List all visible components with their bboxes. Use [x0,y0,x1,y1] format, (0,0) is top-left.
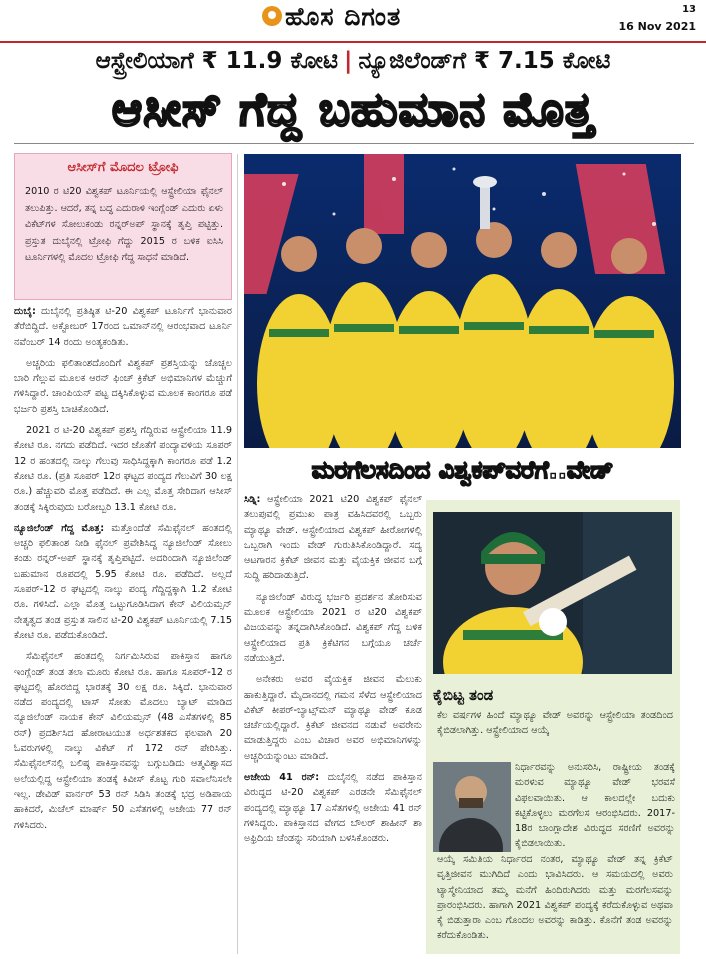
first-trophy-body: 2010 ರ ಟಿ20 ವಿಶ್ವಕಪ್ ಟೂರ್ನಿಯಲ್ಲಿ ಆಸ್ಟ್ರೇಲಿಯಾ ಫೈನಲ್ ತಲುಪಿತ್ತು. ಆದರೆ, ತನ್ನ ಬದ್ಧ ಎದುರಾಳಿ ಇಂಗ್ಲೆಂಡ್ ಎದುರು ಏಳು ವಿಕೆಟ್‌ಗಳ ಸೋಲುಕಂಡು ರನ್ನರ್‌ಅಪ್ ಸ್ಥಾನಕ್ಕೆ ತೃಪ್ತಿ ಪಟ್ಟಿತ್ತು. ಪ್ರಸ್ತುತ ದುಬೈನಲ್ಲಿ ಟ್ರೋಫಿ ಗೆದ್ದು 2015 ರ ಬಳಿಕ ಐಸಿಸಿ ಟೂರ್ನಿಗಳಲ್ಲಿ ಮೊದಲ ಟ್ರೋಫಿ ಗೆದ್ದ ಸಾಧನೆ ಮಾಡಿದೆ. [25,186,223,263]
issue-date: 16 Nov 2021 [618,20,696,33]
page-number: 13 [682,4,696,15]
wade-article [244,492,422,954]
column-divider [237,154,238,954]
first-trophy-box [14,153,232,300]
article-paragraph: ಅಜೇಯ 41 ರನ್: ದುಬೈನಲ್ಲಿ ನಡೆದ ಪಾಕಿಸ್ತಾನ ವಿರುದ್ಧದ ಟಿ-20 ವಿಶ್ವಕಪ್ ಎರಡನೇ ಸೆಮಿಫೈನಲ್ ಪಂದ್ಯದಲ್ಲಿ ಮ್ಯಾಥ್ಯೂ 17 ಎಸೆತಗಳಲ್ಲಿ ಅಜೇಯ 41 ರನ್ ಗಳಿಸಿದ್ದರು. ಪಾಕಿಸ್ತಾನದ ವೇಗದ ಬೌಲರ್ ಶಾಹೀನ್ ಶಾ ಅಫ್ರಿದಿಯ ಚೆಂಡನ್ನು ಸರಿಯಾಗಿ ಬಳಸಿಕೊಂಡರು. [244,772,422,845]
dateline: ದುಬೈ: [14,306,36,317]
masthead [0,0,706,40]
dropped-team-paragraph: ನಿರ್ಧಾರವನ್ನು ಅನುಸರಿಸಿ, ರಾಷ್ಟ್ರೀಯ ತಂಡಕ್ಕೆ ಮರಳುವ ಮ್ಯಾಥ್ಯೂ ವೇಡ್ ಭರವಸೆ ವಿಫಲವಾಯಿತು. ಆ ಕಾಲದಲ್ಲೇ ಬದುಕು ಕಟ್ಟಿಕೊಳ್ಳಲು ಮರಗೆಲಸ ಆರಂಭಿಸಿದರು. 2017-18ರ ಬಾಂಗ್ಲಾದೇಶ ವಿರುದ್ಧದ ಸರಣಿಗೆ ಅವರನ್ನು ಕೈಬಿಡಲಾಯಿತು. [515,762,675,850]
subhead-unbeaten-41: ಅಜೇಯ 41 ರನ್: [244,772,320,784]
article-paragraph: ನ್ಯೂಜಿಲೆಂಡ್ ಗೆದ್ದ ಮೊತ್ತ: ಮತ್ತೊಂದೆಡೆ ಸೆಮಿಫೈನಲ್ ಹಂತದಲ್ಲಿ ಅಚ್ಚರಿ ಫಲಿತಾಂಶ ನೀಡಿ ಫೈನಲ್ ಪ್ರವೇಶಿಸಿದ್ದ ನ್ಯೂಜಿಲೆಂಡ್ ಸೋಲು ಕಂಡು ರನ್ನರ್-ಅಪ್ ಸ್ಥಾನಕ್ಕೆ ತೃಪ್ತಿಪಟ್ಟಿದೆ. ಅದರಿಂದಾಗಿ ನ್ಯೂಜಿಲೆಂಡ್ ಬಹುಮಾನ ರೂಪದಲ್ಲಿ 5.95 ಕೋಟಿ ರೂ. ಪಡೆದಿದೆ. ಅಲ್ಲದೆ ಸೂಪರ್-12 ರ ಘಟ್ಟದಲ್ಲಿ ನಾಲ್ಕು ಪಂದ್ಯ ಗೆದ್ದಿದ್ದಕ್ಕಾಗಿ 1.2 ಕೋಟಿ ರೂ. ಗಳಿಸಿದೆ. ಎಲ್ಲಾ ಮೊತ್ತ ಒಟ್ಟುಗೂಡಿಸಿದಾಗ ಕೇನ್ ವಿಲಿಯಮ್ಸನ್ ನೇತೃತ್ವದ ತಂಡ ಪ್ರಸ್ತುತ ಸಾಲಿನ ಟಿ-20 ವಿಶ್ವಕಪ್ ಟೂರ್ನಿಯಲ್ಲಿ 7.15 ಕೋಟಿ ರೂ. ಪಡೆದುಕೊಂಡಿದೆ. [14,522,232,641]
team-celebration-photo [244,154,681,448]
logo-text: ಹೊಸ ದಿಗಂತ [285,2,402,31]
article-paragraph: 2021 ರ ಟಿ-20 ವಿಶ್ವಕಪ್ ಪ್ರಶಸ್ತಿ ಗೆದ್ದಿರುವ ಆಸ್ಟ್ರೇಲಿಯಾ 11.9 ಕೋಟಿ ರೂ. ನಗದು ಪಡೆದಿದೆ. ಇದರ ಜೊತೆಗೆ ಪಂದ್ಯಾವಳಿಯ ಸೂಪರ್ 12 ರ ಹಂತದಲ್ಲಿ ನಾಲ್ಕು ಗೆಲುವು ಸಾಧಿಸಿದ್ದಕ್ಕಾಗಿ ಕಾಂಗರೂ ಪಡೆ 1.2 ಕೋಟಿ ರೂ. (ಪ್ರತಿ ಸೂಪರ್ 12ರ ಘಟ್ಟದ ಪಂದ್ಯದ ಗೆಲುವಿಗೆ 30 ಲಕ್ಷ ರೂ.) ಹೆಚ್ಚುವರಿ ಮೊತ್ತ ಪಡೆದಿದೆ. ಈ ಎಲ್ಲ ಮೊತ್ತ ಸೇರಿದಾಗ ಆಸೀಸ್ ತಂಡಕ್ಕೆ ಸಿಕ್ಕಿರುವುದು ಬರೋಬ್ಬರಿ 13.1 ಕೋಟಿ ರೂ. [14,425,232,513]
main-article [14,304,232,954]
headline-divider [14,143,694,144]
article-paragraph: ಅನೇಕರು ಅವರ ವೈಯಕ್ತಿಕ ಜೀವನ ಮೆಲುಕು ಹಾಕುತ್ತಿದ್ದಾರೆ. ಮೈದಾನದಲ್ಲಿ ಗಮನ ಸೆಳೆದ ಆಸ್ಟ್ರೇಲಿಯಾದ ವಿಕೆಟ್ ಕೀಪರ್-ಬ್ಯಾಟ್ಸ್‌ಮನ್ ಮ್ಯಾಥ್ಯೂ ವೇಡ್ ಕೂಡ ಚರ್ಚೆಯಲ್ಲಿದ್ದಾರೆ. ಕ್ರಿಕೆಟ್ ಜೀವನದ ನಡುವೆ ಅವರೇನು ಮಾಡುತ್ತಿದ್ದರು ಎಂಬ ವಿಚಾರ ಅವರ ಅಭಿಮಾನಿಗಳನ್ನು ಅಚ್ಚರಿಯನ್ನುಂಟು ಮಾಡಿದೆ. [244,674,422,762]
wade-batting-photo [433,512,672,674]
article-paragraph: ದುಬೈ: ದುಬೈನಲ್ಲಿ ಪ್ರತಿಷ್ಠಿತ ಟಿ-20 ವಿಶ್ವಕಪ್ ಟೂರ್ನಿಗೆ ಭಾನುವಾರ ತೆರೆಬಿದ್ದಿದೆ. ಅಕ್ಟೋಬರ್ 17ರಂದ ಒಮಾನ್‌ನಲ್ಲಿ ಆರಂಭವಾದ ಟೂರ್ನಿ ನವೆಂಬರ್ 14 ರಂದು ಅಂತ್ಯಕಂಡಿತು. [14,306,232,348]
subhead-newzealand: ನ್ಯೂಜಿಲೆಂಡ್ ಗೆದ್ದ ಮೊತ್ತ: [14,522,105,534]
dateline: ಸಿಡ್ನಿ: [244,494,261,505]
article-paragraph: ಸಿಡ್ನಿ: ಆಸ್ಟ್ರೇಲಿಯಾ 2021 ಟಿ20 ವಿಶ್ವಕಪ್ ಫೈನಲ್ ತಲುಪುವಲ್ಲಿ ಪ್ರಮುಖ ಪಾತ್ರ ವಹಿಸಿದವರಲ್ಲಿ ಒಬ್ಬರು ಮ್ಯಾಥ್ಯೂ ವೇಡ್. ಆಸ್ಟ್ರೇಲಿಯಾದ ವಿಶ್ವಕಪ್ ಹೀರೋಗಳಲ್ಲಿ ಒಬ್ಬರಾಗಿ ಇಂದು ವೇಡ್ ಗುರುತಿಸಿಕೊಂಡಿದ್ದಾರೆ. ಸದ್ಯ ಆಟಗಾರನ ಕ್ರಿಕೆಟ್ ಜೀವನ ಮತ್ತು ವೈಯಕ್ತಿಕ ಜೀವನ ಬಗ್ಗೆ ಸುದ್ದಿ ಹರಿದಾಡುತ್ತಿದೆ. [244,494,422,582]
article-paragraph: ನ್ಯೂಜಿಲೆಂಡ್ ವಿರುದ್ಧ ಭರ್ಜರಿ ಪ್ರದರ್ಶನ ತೋರಿಸುವ ಮೂಲಕ ಆಸ್ಟ್ರೇಲಿಯಾ 2021 ರ ಟಿ20 ವಿಶ್ವಕಪ್ ವಿಜಯವನ್ನು ತನ್ನದಾಗಿಸಿಕೊಂಡಿದೆ. ವಿಶ್ವಕಪ್ ಗೆದ್ದ ಬಳಿಕ ಆಸ್ಟ್ರೇಲಿಯಾದ ಪ್ರತಿ ಕ್ರಿಕೆಟಿಗನ ಬಗ್ಗೆಯೂ ಚರ್ಚೆ ನಡೆಯುತ್ತಿದೆ. [244,591,422,664]
main-headline: ಆಸೀಸ್ ಗೆದ್ದ ಬಹುಮಾನ ಮೊತ್ತ [111,82,595,136]
dropped-team-paragraph: ಕೆಲ ವರ್ಷಗಳ ಹಿಂದೆ ಮ್ಯಾಥ್ಯೂ ವೇಡ್ ಅವರನ್ನು ಆಸ್ಟ್ರೇಲಿಯಾ ತಂಡದಿಂದ ಕೈಬಿಡಲಾಗಿತ್ತು. ಆಸ್ಟ್ರೇಲಿಯಾದ ಆಯ್ಕೆ [437,710,673,737]
wade-portrait-photo [433,762,511,852]
kicker-headline [0,48,706,74]
article-paragraph: ಅಚ್ಚರಿಯ ಫಲಿತಾಂಶದೊಂದಿಗೆ ವಿಶ್ವಕಪ್ ಪ್ರಶಸ್ತಿಯನ್ನು ಚೊಚ್ಚಲ ಬಾರಿ ಗೆಲ್ಲುವ ಮೂಲಕ ಆರನ್ ಫಿಂಚ್ ಕ್ರಿಕೆಟ್ ಅಭಿಮಾನಿಗಳ ಮೆಚ್ಚುಗೆ ಗಳಿಸಿದ್ದಾರೆ. ಚಾಂಪಿಯನ್ ಪಟ್ಟ ದಕ್ಕಿಸಿಕೊಳ್ಳುವ ಮೂಲಕ ಕಾಂಗರೂ ಪಡೆ ಭರ್ಜರಿ ಪ್ರಶಸ್ತಿ ಬಾಚಿಕೊಂಡಿದೆ. [14,357,232,415]
kicker-australia: ಆಸ್ಟ್ರೇಲಿಯಾಗೆ ₹ 11.9 ಕೋಟಿ [95,48,339,74]
masthead-divider [0,41,706,43]
dropped-team-heading: ಕೈಬಿಟ್ಟ ತಂಡ [433,686,494,704]
sun-logo-icon [262,6,282,26]
first-trophy-title: ಆಸೀಸ್‌ಗೆ ಮೊದಲ ಟ್ರೋಫಿ [67,160,179,175]
article-paragraph: ಸೆಮಿಫೈನಲ್ ಹಂತದಲ್ಲಿ ನಿರ್ಗಮಿಸಿರುವ ಪಾಕಿಸ್ತಾನ ಹಾಗೂ ಇಂಗ್ಲೆಂಡ್ ತಂಡ ತಲಾ ಮೂರು ಕೋಟಿ ರೂ. ಹಾಗೂ ಸೂಪರ್-12 ರ ಘಟ್ಟದಲ್ಲಿ ಹೊರಬಿದ್ದ ಭಾರತಕ್ಕೆ 30 ಲಕ್ಷ ರೂ. ಸಿಕ್ಕಿದೆ. ಭಾನುವಾರ ನಡೆದ ಪಂದ್ಯದಲ್ಲಿ ಟಾಸ್ ಸೋತು ಮೊದಲು ಬ್ಯಾಟ್ ಮಾಡಿದ ನ್ಯೂಜಿಲೆಂಡ್ ನಾಯಕ ಕೇನ್ ವಿಲಿಯಮ್ಸನ್ (48 ಎಸೆತಗಳಲ್ಲಿ 85 ರನ್) ಪ್ರದರ್ಶಿಸಿದ ಹೋರಾಟಯುತ ಅರ್ಧಶತಕದ ಫಲವಾಗಿ 20 ಓವರುಗಳಲ್ಲಿ ನಾಲ್ಕು ವಿಕೆಟ್ ಗೆ 172 ರನ್ ಪೇರಿಸಿತ್ತು. ಸೆಮಿಫೈನಲ್‌ನಲ್ಲಿ ಬಲಿಷ್ಠ ಪಾಕಿಸ್ತಾನವನ್ನು ಬಗ್ಗುಬಡಿದು ಆತ್ಮವಿಶ್ವಾಸದ ಅಲೆಯಲ್ಲಿದ್ದ ಆಸ್ಟ್ರೇಲಿಯಾ ತಂಡಕ್ಕೆ ಕಿವೀಸ್ ಕೊಟ್ಟ ಗುರಿ ಸವಾಲೆನಿಸಲೇ ಇಲ್ಲ. ಡೇವಿಡ್ ವಾರ್ನರ್ 53 ರನ್ ಸಿಡಿಸಿ ತಂಡಕ್ಕೆ ಭದ್ರ ಅಡಿಪಾಯ ಹಾಕಿದರೆ, ಮಿಚೆಲ್ ಮಾರ್ಷ್ 50 ಎಸೆತಗಳಲ್ಲಿ ಅಜೇಯ 77 ರನ್ ಗಳಿಸಿದರು. [14,651,232,831]
kicker-separator: | [344,48,353,74]
kicker-newzealand: ನ್ಯೂಜಿಲೆಂಡ್‌ಗೆ ₹ 7.15 ಕೋಟಿ [358,48,611,74]
newspaper-logo [262,2,401,32]
dropped-team-paragraph: ಆಯ್ಕೆ ಸಮಿತಿಯ ನಿರ್ಧಾರದ ನಂತರ, ಮ್ಯಾಥ್ಯೂ ವೇಡ್ ತನ್ನ ಕ್ರಿಕೆಟ್ ವೃತ್ತಿಜೀವನ ಮುಗಿದಿದೆ ಎಂದು ಭಾವಿಸಿದರು. ಆ ಸಮಯದಲ್ಲಿ ಅವರು ಟ್ಯಾಸ್ಮೇನಿಯಾದ ತಮ್ಮ ಮನೆಗೆ ಹಿಂದಿರುಗಿದರು ಮತ್ತು ಮರಗೆಲಸವನ್ನು ಪ್ರಾರಂಭಿಸಿದರು. ಹಾಗಾಗಿ 2021 ವಿಶ್ವಕಪ್ ಪಂದ್ಯಕ್ಕೆ ಕರೆದುಕೊಳ್ಳುವ ಅಥವಾ ಕೈ ಬಿಡುತ್ತಾರಾ ಎಂಬ ಗೊಂದಲ ಅವರನ್ನು ಕಾಡಿತ್ತು. ಕೊನೆಗೆ ತಂಡ ಅವರನ್ನು ಕರೆದುಕೊಂಡಿತು. [437,854,673,942]
wade-section-heading: ಮರಗೆಲಸದಿಂದ ವಿಶ್ವಕಪ್‌ವರೆಗೆ..ವೇಡ್ [311,456,614,484]
